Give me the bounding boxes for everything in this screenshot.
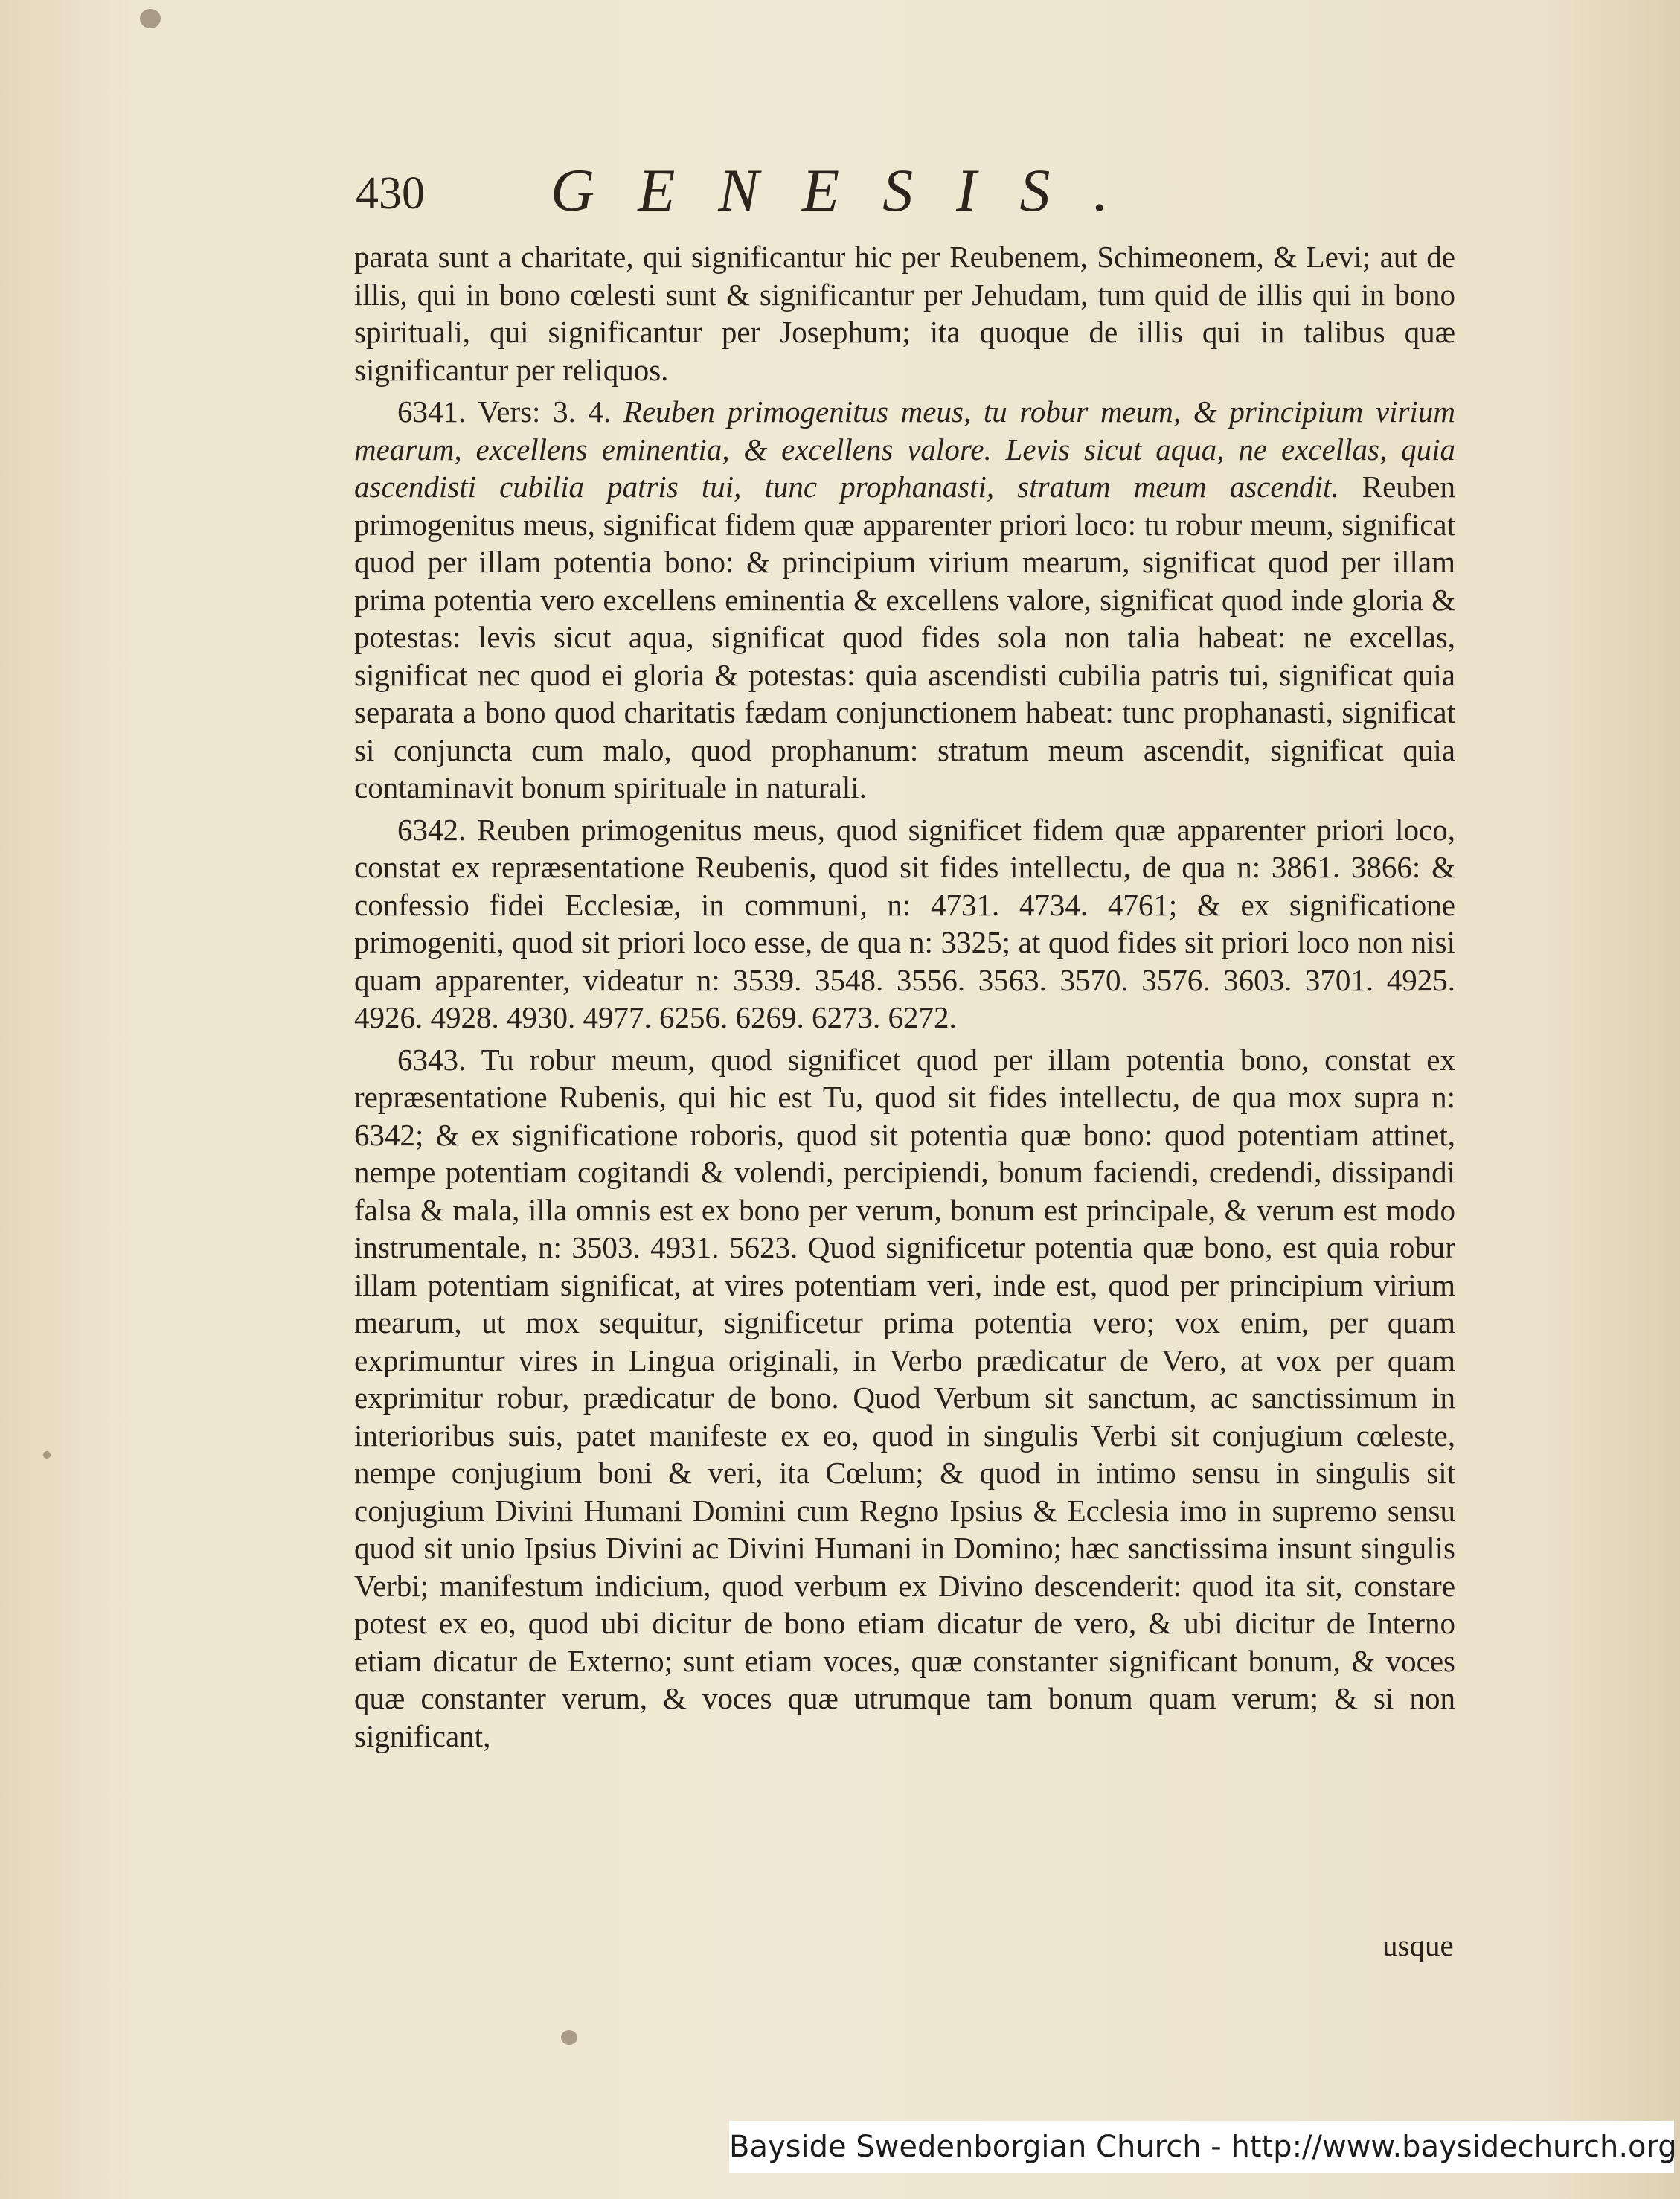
paper-blemish (43, 1451, 51, 1459)
paragraph-continuation (354, 238, 1455, 388)
paragraph-body: parata sunt a charitate, qui significantur hic per Reubenem, Schimeonem, & Levi; aut de illis, qui in bono cœlesti sunt & significantur per Jehudam, tum quid de illis qui in bono spirituali, qui significantur per Josephum; ita quoque de illis qui in talibus quæ significantur per reliquos. (354, 240, 1455, 387)
paragraph-number: 6342. (397, 812, 467, 847)
page-header (356, 153, 1248, 227)
verse-text: Reuben primogenitus meus, tu robur meum, & principium virium mearum, excellens eminentia, & excellens valore. Levis sicut aqua, ne excellas, quia ascendisti cubilia patris tui, tunc prophanasti, stratum meum ascendit. (354, 394, 1455, 504)
paragraph-6343 (354, 1041, 1455, 1755)
paper-blemish (561, 2030, 577, 2045)
catchword: usque (1382, 1928, 1454, 1962)
watermark-link[interactable]: Bayside Swedenborgian Church - http://www.baysidechurch.org (729, 2121, 1674, 2173)
verse-reference: Vers: 3. 4. (478, 394, 612, 429)
text-block (354, 238, 1455, 1755)
paragraph-body: Tu robur meum, quod significet quod per illam potentia bono, constat ex repræsentatione Rubenis, qui hic est Tu, quod sit fides intellectu, de qua mox supra n: 6342; & ex significatione roboris, quod sit potentia quæ bono: quod potentiam attinet, nempe potentiam cogitandi & volendi, percipiendi, bonum faciendi, credendi, dissipandi falsa & mala, illa omnis est ex bono per verum, bonum est principale, & verum est modo instrumentale, n: 3503. 4931. 5623. Quod significetur potentia quæ bono, est quia robur illam potentiam significat, at vires potentiam veri, inde est, quod per principium virium mearum, ut mox sequitur, significetur prima potentia vero; vox enim, per quam exprimuntur vires in Lingua originali, in Verbo prædicatur de Vero, at vox per quam exprimitur robur, prædicatur de bono. Quod Verbum sit sanctum, ac sanctissimum in interioribus suis, patet manifeste ex eo, quod in singulis Verbi sit conjugium cœleste, nempe conjugium boni & veri, ita Cœlum; & quod in intimo sensu in singulis sit conjugium Divini Humani Domini cum Regno Ipsius & Ecclesia imo in supremo sensu quod sit unio Ipsius Divini ac Divini Humani in Domino; hæc sanctissima insunt singulis Verbi; manifestum indicium, quod verbum ex Divino descenderit: quod ita sit, constare potest ex eo, quod ubi dicitur de bono etiam dicatur de vero, & ubi dicitur de Interno etiam dicatur de Externo; sunt etiam voces, quæ constanter significant bonum, & voces quæ constanter verum, & voces quæ utrumque tam bonum quam verum; & si non significant, (354, 1042, 1455, 1753)
paper-blemish (140, 9, 161, 28)
paragraph-body: Reuben primogenitus meus, significat fidem quæ apparenter priori loco: tu robur meum, significat quod per illam potentia bono: & principium virium mearum, significat quod per illam prima potentia vero excellens eminentia & excellens valore, significat quod inde gloria & potestas: levis sicut aqua, significat quod fides sola non talia habeat: ne excellas, significat nec quod ei gloria & potestas: quia ascendisti cubilia patris tui, significat quia separata a bono quod charitatis fædam conjunctionem habeat: tunc prophanasti, significat si conjuncta cum malo, quod prophanum: stratum meum ascendit, significat quia contaminavit bonum spirituale in naturali. (354, 470, 1455, 804)
page-number: 430 (356, 168, 425, 219)
running-title: GENESIS. (551, 156, 1152, 224)
paragraph-number: 6343. (397, 1042, 467, 1077)
paragraph-6341 (354, 393, 1455, 807)
paragraph-body: Reuben primogenitus meus, quod significet fidem quæ apparenter priori loco, constat ex repræsentatione Reubenis, quod sit fides intellectu, de qua n: 3861. 3866: & confessio fidei Ecclesiæ, in communi, n: 4731. 4734. 4761; & ex significatione primogeniti, quod sit priori loco esse, de qua n: 3325; at quod fides sit priori loco non nisi quam apparenter, videatur n: 3539. 3548. 3556. 3563. 3570. 3576. 3603. 3701. 4925. 4926. 4928. 4930. 4977. 6256. 6269. 6273. 6272. (354, 812, 1456, 1034)
paragraph-number: 6341. (397, 394, 467, 429)
paragraph-6342 (354, 811, 1455, 1037)
